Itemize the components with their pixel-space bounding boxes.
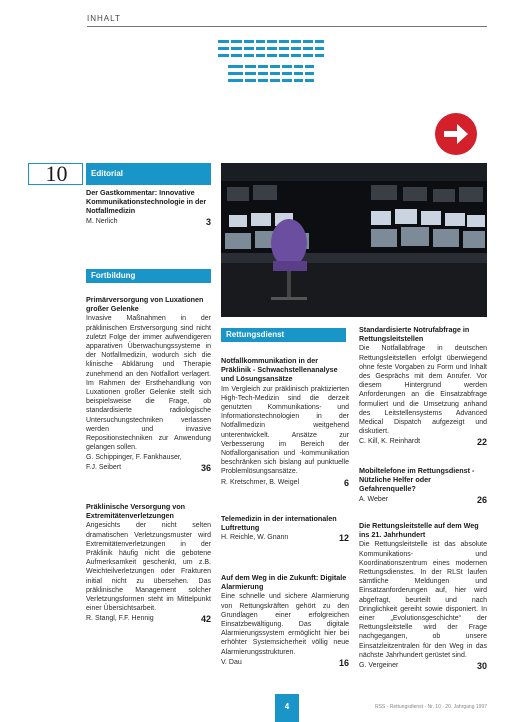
footer-citation: RSS · Rettungsdienst · Nr. 10 · 20. Jahrgang 1997: [374, 704, 487, 710]
article-authors: R. Kretschmer, B. Weigel: [221, 478, 300, 486]
issue-number: 10: [45, 161, 68, 186]
article-notrufabfrage[interactable]: [359, 325, 487, 447]
article-page: 6: [343, 477, 349, 488]
header-divider: [87, 26, 487, 27]
article-authors: G. Vergeiner: [359, 662, 399, 670]
article-title: Telemedizin in der internationalen Luftrettung: [221, 514, 337, 533]
article-page: 12: [338, 533, 349, 544]
section-header-label: INHALT: [87, 14, 121, 23]
article-footer: [86, 614, 211, 623]
section-title-fortbildung: Fortbildung: [91, 271, 136, 280]
section-title-rettungsdienst: Rettungsdienst: [226, 330, 285, 339]
article-luxationen[interactable]: [86, 295, 211, 472]
section-bar-rettungsdienst: [221, 328, 346, 342]
article-authors: G. Schippinger, F. Fankhauser, F.J. Seibert: [86, 454, 182, 471]
article-title: Standardisierte Notrufabfrage in Rettungsleitstellen: [359, 325, 470, 344]
article-authors: M. Nerlich: [86, 217, 118, 225]
article-footer: [359, 661, 487, 670]
rettungsdienst-logo: [218, 38, 324, 86]
article-title: Präklinische Versorgung von Extremitätenverletzungen: [86, 502, 186, 521]
article-abstract: Im Vergleich zur präklinisch praktizierten High-Tech-Medizin sind die derzeit genutzten Kommunikations- und Informationstechnologien in der Notfallmedizin weitgehend unterentwickelt. Ansätze zur Verbesserung im Bereich der Notfallorganisation und -kommunikation beschränken sich bislang auf punktuelle Problemlösungsansätze.: [221, 385, 349, 476]
article-footer: [86, 217, 211, 226]
article-title: Der Gastkommentar: Innovative Kommunikationstechnologie in der Notfallmedizin: [86, 188, 207, 216]
article-page: 42: [200, 614, 211, 625]
article-footer: [221, 533, 349, 542]
section-bar-fortbildung: [86, 269, 211, 283]
article-authors: H. Reichle, W. Gnann: [221, 534, 289, 542]
article-title: Die Rettungsleitstelle auf dem Weg ins 21. Jahrhundert: [359, 521, 479, 540]
article-title: Mobiltelefone im Rettungsdienst - Nützliche Helfer oder Gefahrenquelle?: [359, 466, 475, 494]
article-page: 30: [476, 661, 487, 672]
article-extremitaeten[interactable]: [86, 502, 211, 624]
arrow-right-icon[interactable]: [434, 112, 478, 156]
article-title: Auf dem Weg in die Zukunft: Digitale Alarmierung: [221, 573, 347, 592]
article-rettungsleitstelle[interactable]: [359, 521, 487, 670]
page-number-box: [275, 694, 299, 722]
article-page: 36: [200, 462, 211, 473]
article-page: 22: [476, 437, 487, 448]
article-authors: R. Stangl, F.F. Hennig: [86, 615, 154, 623]
article-abstract: Invasive Maßnahmen in der präklinischen Erstversorgung sind nicht zuletzt Folge der immer aufwendigeren apparativen Überwachungssysteme in der Notfallmedizin, wodurch sich die klinische Abklärung und Therapie zunehmend an den Notfallort verlagert. Im Rahmen der Ersthehandlung von Luxationen großer Gelenke stellt sich beispielsweise die Frage, ob standardisierte radiologische Untersuchungstechniken verlassen werden und invasive Repositionstechniken zur Anwendung gelangen sollen.: [86, 315, 211, 452]
article-footer: [221, 478, 349, 487]
article-page: 26: [476, 494, 487, 505]
article-mobiltelefone[interactable]: [359, 466, 487, 504]
article-footer: [221, 658, 349, 667]
issue-header: [28, 163, 211, 185]
article-authors: A. Weber: [359, 495, 389, 503]
article-abstract: Eine schnelle und sichere Alarmierung von Rettungskräften gehört zu den Grundlagen einer erfolgreichen Einsatzbewältigung. Das digitale Alarmierungssystem ermöglicht hier bei erhöhter Systemsicherheit völlig neue Alarmierungsstrukturen.: [221, 593, 349, 656]
article-page: 3: [205, 216, 211, 227]
article-telemedizin[interactable]: [221, 514, 349, 543]
article-title: Notfallkommunikation in der Präklinik - Schwachstellenanalyse und Lösungsansätze: [221, 356, 338, 384]
article-title: Primärversorgung von Luxationen großer Gelenke: [86, 295, 204, 314]
article-abstract: Die Rettungsleitstelle ist das absolute Kommunikations- und Koordinationszentrum eines modernen Rettungsdienstes. In der RLSt laufen sämtliche Meldungen und Einsatzanforderungen auf, hier wird abgefragt, beurteilt und nach Dringlichkeit gereiht sowie disponiert. In einer „Evolutionsgeschichte“ der Rettungsleitstelle wird der Frage nachgegangen, ob unsere Einsatzleitzentralen für den Weg in das nächste Jahrhundert gerüstet sind.: [359, 541, 487, 659]
article-abstract: Die Notfallabfrage in deutschen Rettungsleitstellen erfolgt überwiegend ohne feste Vorgaben zu Form und Inhalt des Gesprächs mit dem Anrufer. Vor diesem Hintergrund werden Anforderungen an die Einsatzabfrage formuliert und die Umsetzung anhand des Leitstellensystems Advanced Medical Dispatch aufgezeigt und diskutiert.: [359, 345, 487, 436]
article-footer: [359, 495, 487, 504]
section-title-editorial: Editorial: [91, 169, 124, 178]
page-number: 4: [284, 702, 290, 711]
article-footer: [86, 453, 211, 471]
article-page: 16: [338, 657, 349, 668]
control-room-photo: [221, 163, 487, 317]
article-editorial[interactable]: [86, 188, 211, 226]
article-authors: V. Dau: [221, 658, 242, 666]
article-footer: [359, 437, 487, 446]
article-abstract: Angesichts der nicht selten dramatischen Verletzungsmuster wird Extremitätenverletzungen in der Präklinik häufig nicht die gebotene Aufmerksamkeit geschenkt, um z.B. Weichteilverletzungen oder Frakturen initial nicht zu übersehen. Das präklinische Management solcher Verletzungsformen steht im Mittelpunkt einer Übersichtsarbeit.: [86, 522, 211, 613]
article-digitale-alarmierung[interactable]: [221, 573, 349, 667]
issue-number-box: [28, 163, 83, 185]
section-bar-editorial: [86, 163, 211, 185]
article-notfallkommunikation[interactable]: [221, 356, 349, 487]
article-authors: C. Kill, K. Reinhardt: [359, 438, 421, 446]
